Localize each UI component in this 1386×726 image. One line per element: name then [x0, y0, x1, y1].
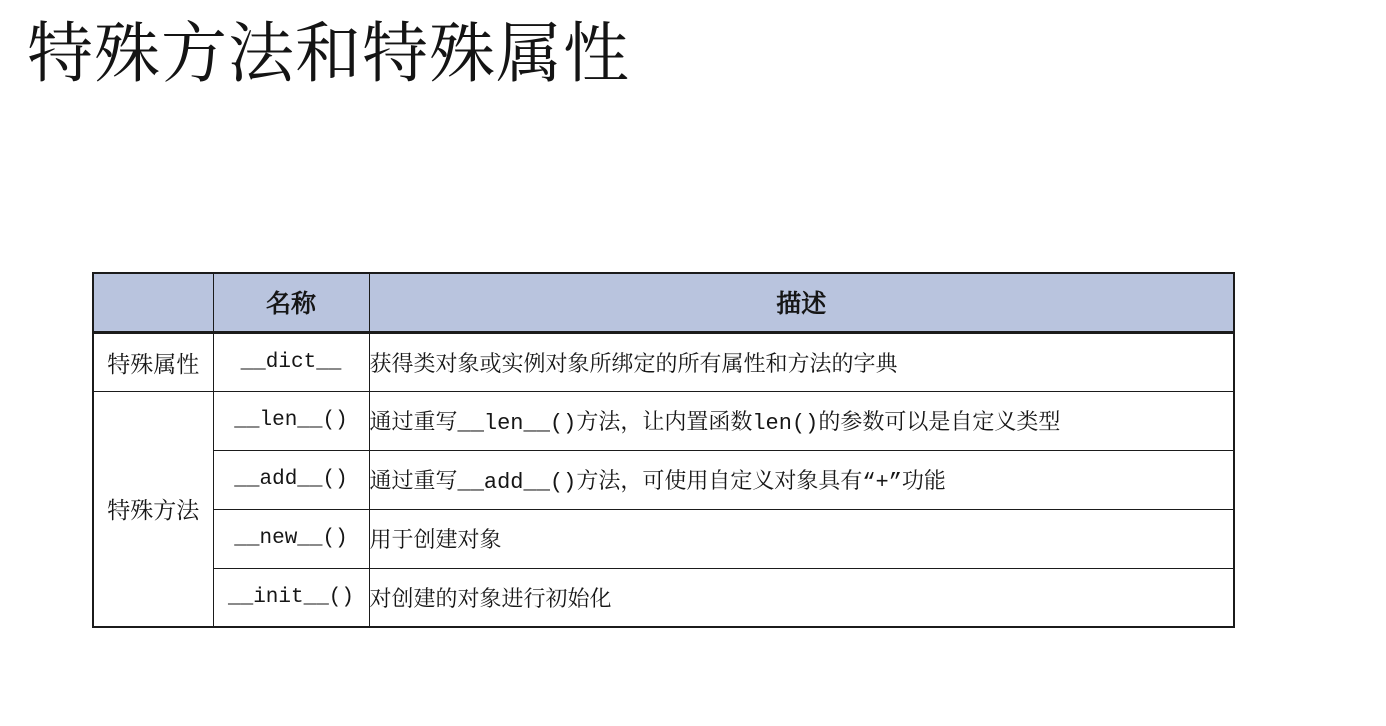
table-row [93, 391, 1234, 450]
desc-cell: 通过重写__len__()方法，让内置函数len()的参数可以是自定义类型 [369, 391, 1234, 450]
desc-cell: 用于创建对象 [369, 509, 1234, 568]
category-cell-special-attributes: 特殊属性 [93, 332, 213, 391]
name-cell: __dict__ [213, 332, 369, 391]
table-row [93, 509, 1234, 568]
name-cell: __init__() [213, 568, 369, 627]
table-row [93, 332, 1234, 391]
slide-title: 特殊方法和特殊属性 [27, 16, 630, 90]
table-header-row [93, 273, 1234, 332]
category-cell-special-methods: 特殊方法 [93, 391, 213, 627]
name-cell: __new__() [213, 509, 369, 568]
desc-cell: 通过重写__add__()方法，可使用自定义对象具有“+”功能 [369, 450, 1234, 509]
table-row [93, 568, 1234, 627]
header-cell-category [93, 273, 213, 332]
header-cell-desc: 描述 [369, 273, 1234, 332]
table-row [93, 450, 1234, 509]
header-cell-name: 名称 [213, 273, 369, 332]
special-methods-table [92, 272, 1235, 628]
name-cell: __add__() [213, 450, 369, 509]
desc-cell: 对创建的对象进行初始化 [369, 568, 1234, 627]
desc-cell: 获得类对象或实例对象所绑定的所有属性和方法的字典 [369, 332, 1234, 391]
name-cell: __len__() [213, 391, 369, 450]
